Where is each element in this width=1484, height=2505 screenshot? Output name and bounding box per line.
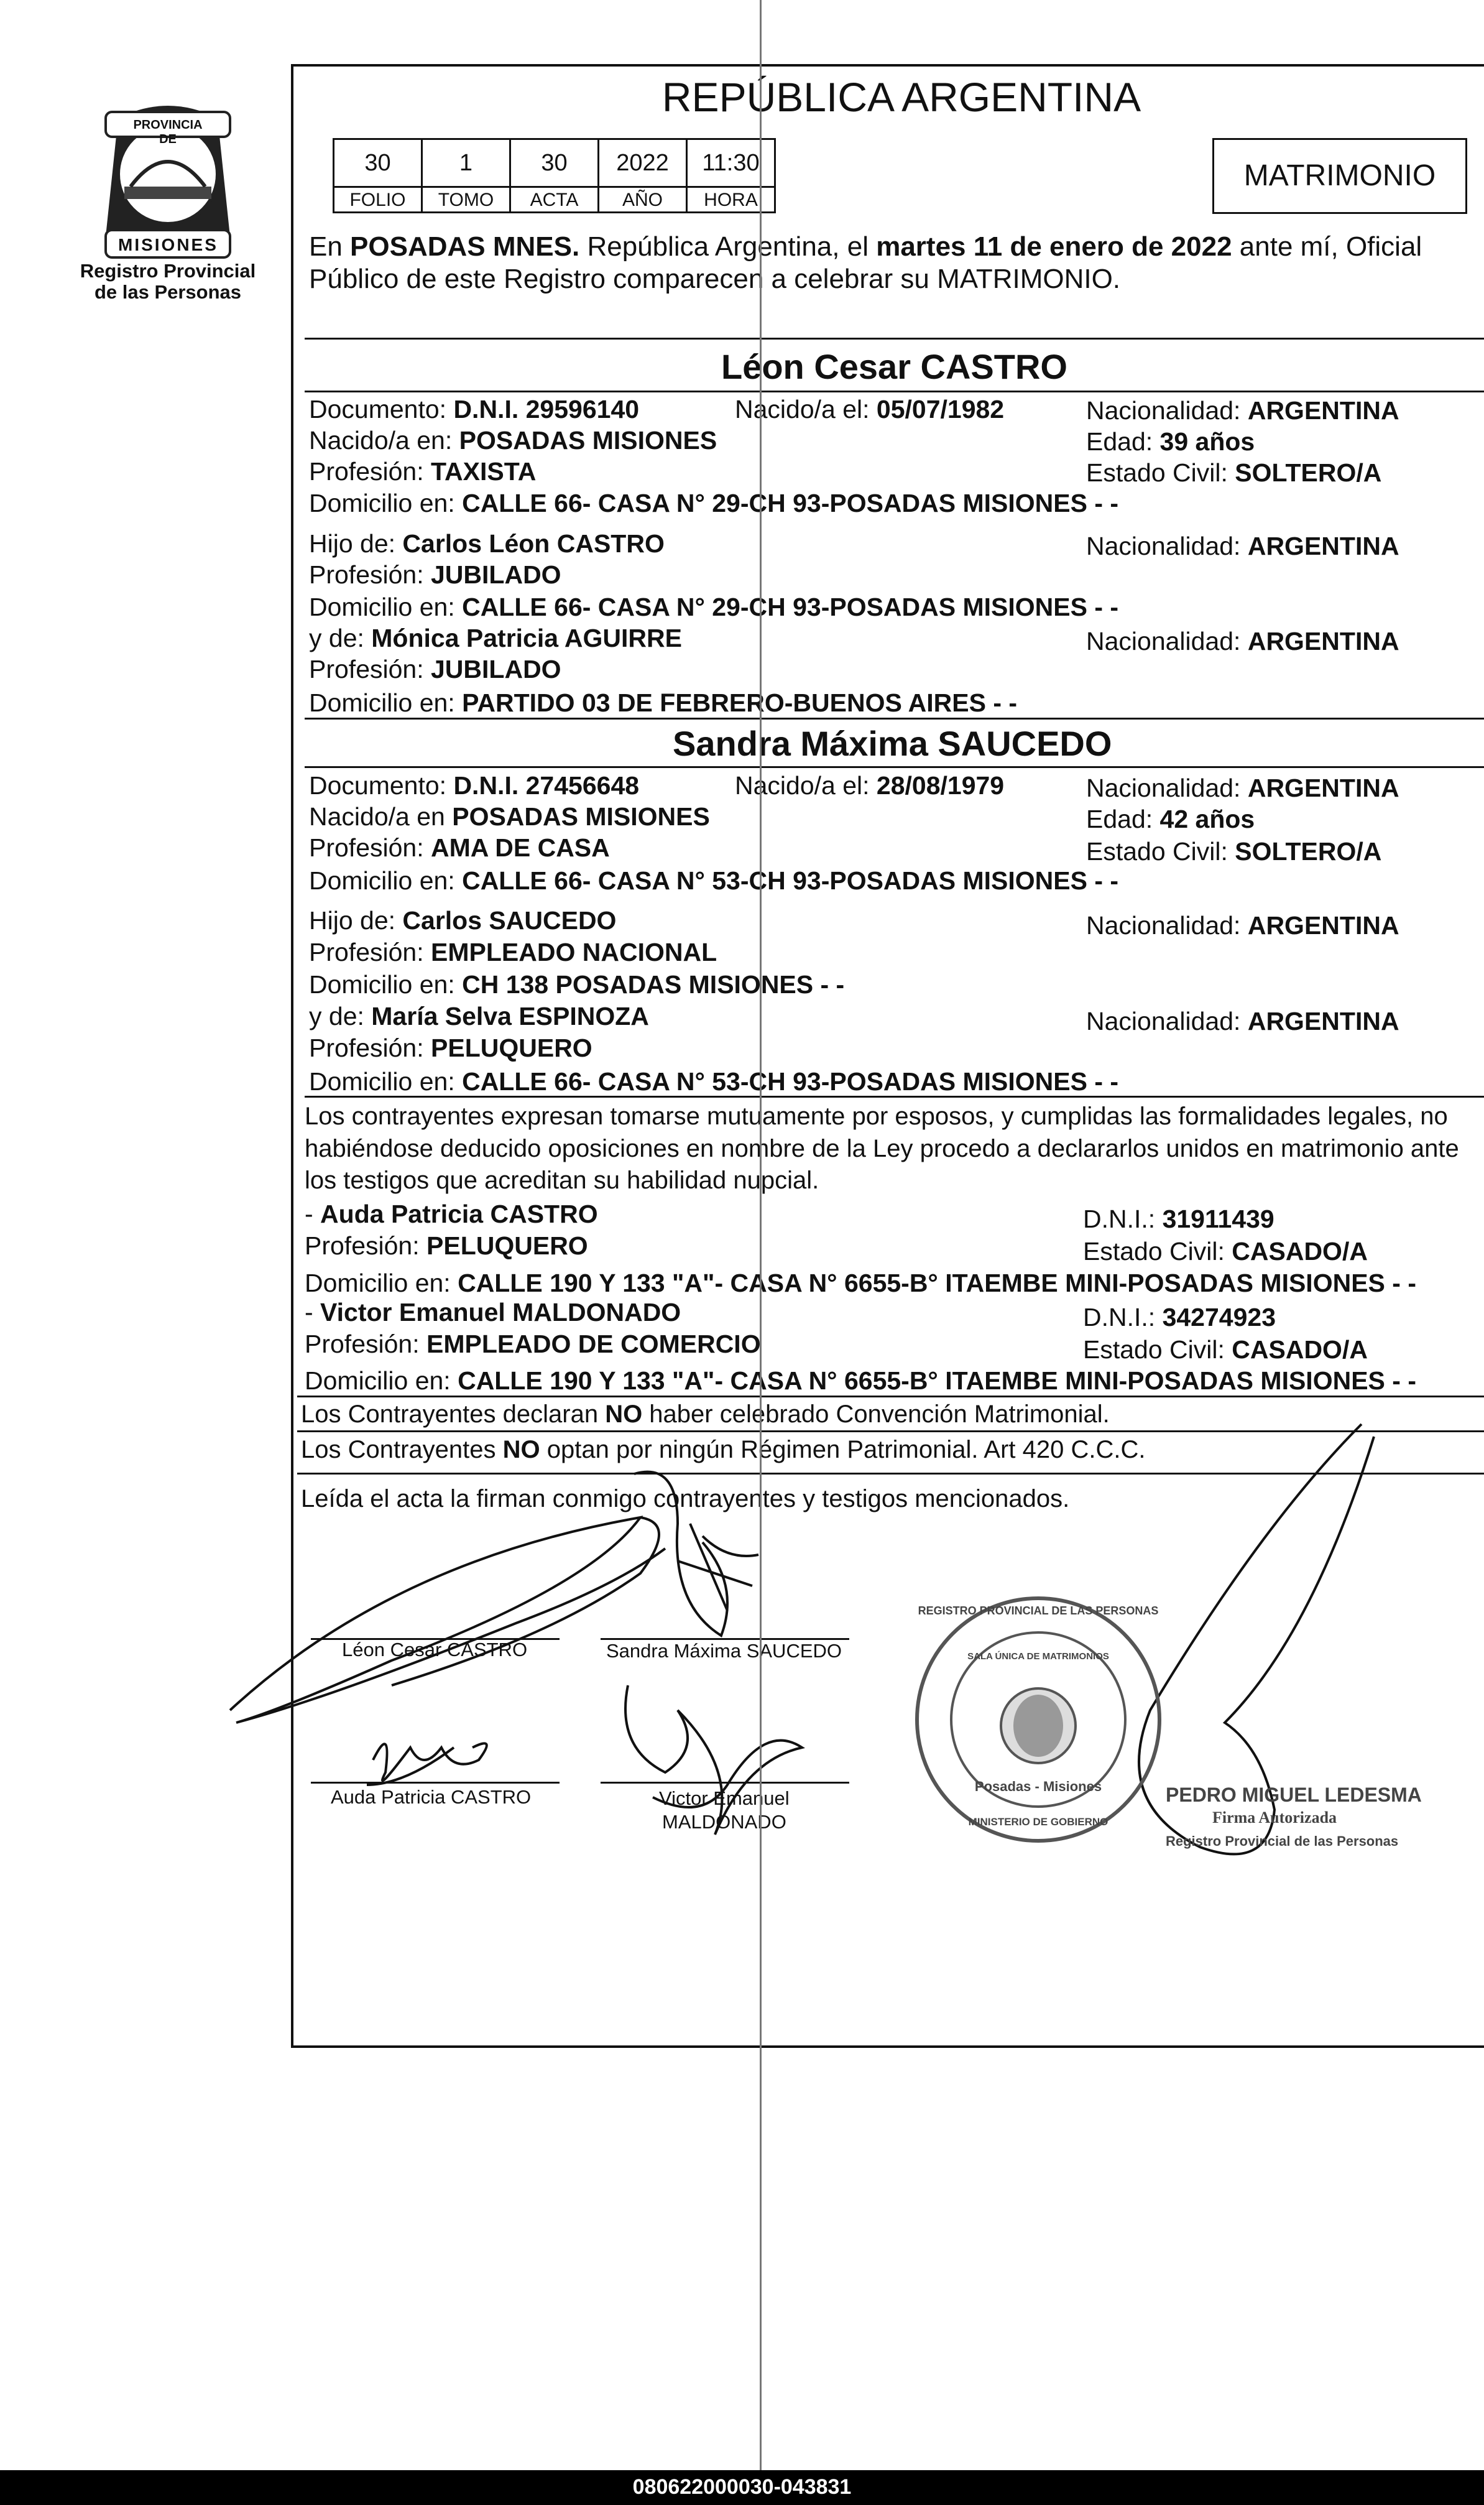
spouse2-profession: Profesión: AMA DE CASA [309,833,610,862]
fold-line [760,0,762,2505]
registry-caption-line2: de las Personas [94,281,242,303]
spouse2-father-address: Domicilio en: CH 138 POSADAS MISIONES - - [309,970,845,999]
convention-statement: Los Contrayentes declaran NO haber celebrado Convención Matrimonial. [301,1401,1110,1428]
witness1-profession: Profesión: PELUQUERO [305,1231,588,1260]
witness2-address: Domicilio en: CALLE 190 Y 133 "A"- CASA N° 6655-B° ITAEMBE MINI-POSADAS MISIONES - - [305,1366,1416,1395]
spouse1-age: Edad: 39 años [1086,427,1255,456]
witness1-name: - Auda Patricia CASTRO [305,1200,598,1228]
spouse2-name: Sandra Máxima SAUCEDO [673,724,1112,763]
signature-label-witness1: Auda Patricia CASTRO [331,1786,532,1808]
spouse2-address: Domicilio en: CALLE 66- CASA N° 53-CH 93-POSADAS MISIONES - - [309,866,1119,895]
signature-label-spouse2: Sandra Máxima SAUCEDO [606,1640,842,1662]
spouse1-birthdate: Nacido/a el: 05/07/1982 [735,395,1005,424]
spouse1-father-nationality: Nacionalidad: ARGENTINA [1086,532,1399,560]
spouse2-birthplace: Nacido/a en POSADAS MISIONES [309,802,710,831]
page-title: REPÚBLICA ARGENTINA [661,74,1141,120]
celebration-place: POSADAS MNES. [350,231,580,262]
witness2-dni: D.N.I.: 34274923 [1083,1303,1276,1331]
record-value: 1 [421,138,511,188]
signature-label-spouse1: Léon Cesar CASTRO [342,1639,528,1660]
spouse1-name: Léon Cesar CASTRO [721,347,1067,386]
spouse2-father-profession: Profesión: EMPLEADO NACIONAL [309,938,717,966]
registry-caption-line1: Registro Provincial [80,260,256,282]
spouse1-mother-nationality: Nacionalidad: ARGENTINA [1086,627,1399,655]
witness1-address: Domicilio en: CALLE 190 Y 133 "A"- CASA N° 6655-B° ITAEMBE MINI-POSADAS MISIONES - - [305,1269,1416,1297]
celebration-date: martes 11 de enero de 2022 [876,231,1232,262]
officer-name: PEDRO MIGUEL LEDESMA [1166,1784,1422,1806]
spouse1-father-profession: Profesión: JUBILADO [309,560,561,589]
spouse1-mother-profession: Profesión: JUBILADO [309,655,561,683]
signature-label-witness2-line1: Victor Emanuel [659,1787,790,1809]
record-value: 2022 [597,138,688,188]
closing-statement: Leída el acta la firman conmigo contrayentes y testigos mencionados. [301,1485,1070,1512]
spouse1-civil-status: Estado Civil: SOLTERO/A [1086,458,1382,487]
record-value: 11:30 [686,138,776,188]
spouse1-father-address: Domicilio en: CALLE 66- CASA N° 29-CH 93-POSADAS MISIONES - - [309,593,1119,621]
spouse2-birthdate: Nacido/a el: 28/08/1979 [735,771,1005,800]
stamp-inner-text: SALA ÚNICA DE MATRIMONIOS [967,1651,1109,1662]
witness2-name: - Victor Emanuel MALDONADO [305,1298,681,1327]
spouse2-civil-status: Estado Civil: SOLTERO/A [1086,837,1382,866]
intro-line1: En POSADAS MNES. República Argentina, el martes 11 de enero de 2022 ante mí, Oficial [309,231,1422,262]
witness1-civil-status: Estado Civil: CASADO/A [1083,1237,1368,1266]
spouse2-document: Documento: D.N.I. 27456648 [309,771,640,800]
record-value: 30 [333,138,423,188]
spouse1-profession: Profesión: TAXISTA [309,457,537,486]
declaration-line1: Los contrayentes expresan tomarse mutuamente por esposos, y cumplidas las formalidades legales, no [305,1103,1448,1130]
record-label: FOLIO [333,186,423,213]
spouse1-address: Domicilio en: CALLE 66- CASA N° 29-CH 93-POSADAS MISIONES - - [309,489,1119,517]
spouse2-age: Edad: 42 años [1086,805,1255,833]
spouse1-nationality: Nacionalidad: ARGENTINA [1086,396,1399,425]
spouse2-mother: y de: María Selva ESPINOZA [309,1002,649,1030]
record-label: HORA [686,186,776,213]
officer-title: Firma Autorizada [1212,1808,1337,1827]
declaration-line3: los testigos que acreditan su habilidad nupcial. [305,1167,819,1194]
seal-top-text: PROVINCIA DE [133,118,203,146]
spouse1-father: Hijo de: Carlos Léon CASTRO [309,529,665,558]
registry-logo [87,93,249,267]
record-label: TOMO [421,186,511,213]
officer-registry: Registro Provincial de las Personas [1166,1833,1399,1849]
spouse2-mother-address: Domicilio en: CALLE 66- CASA N° 53-CH 93-POSADAS MISIONES - - [309,1067,1119,1096]
stamp-lower-text: Posadas - Misiones [974,1779,1102,1794]
intro-line2: Público de este Registro comparecen a celebrar su MATRIMONIO. [309,264,1121,294]
record-value: 30 [509,138,599,188]
witness2-civil-status: Estado Civil: CASADO/A [1083,1335,1368,1364]
signature-label-witness2-line2: MALDONADO [662,1811,786,1833]
spouse2-mother-profession: Profesión: PELUQUERO [309,1034,592,1062]
regime-statement: Los Contrayentes NO optan por ningún Régimen Patrimonial. Art 420 C.C.C. [301,1436,1146,1463]
spouse1-mother: y de: Mónica Patricia AGUIRRE [309,624,682,652]
record-label: ACTA [509,186,599,213]
document-code: 080622000030-043831 [632,2475,852,2499]
registry-stamp-icon [911,1592,1166,1847]
official-stamp [911,1592,1166,1847]
spouse2-father-nationality: Nacionalidad: ARGENTINA [1086,911,1399,940]
doc-type-box: MATRIMONIO [1212,138,1467,214]
spouse2-father: Hijo de: Carlos SAUCEDO [309,906,617,935]
declaration-line2: habiéndose deducido oposiciones en nombre de la Ley procedo a declararlos unidos en matrimonio ante [305,1135,1459,1162]
spouse1-birthplace: Nacido/a en: POSADAS MISIONES [309,426,717,455]
record-label: AÑO [597,186,688,213]
spouse2-mother-nationality: Nacionalidad: ARGENTINA [1086,1007,1399,1035]
stamp-bottom-text: MINISTERIO DE GOBIERNO [968,1816,1108,1828]
spouse1-document: Documento: D.N.I. 29596140 [309,395,640,424]
spouse1-mother-address: Domicilio en: PARTIDO 03 DE FEBRERO-BUENOS AIRES - - [309,688,1018,717]
witness2-profession: Profesión: EMPLEADO DE COMERCIO [305,1330,761,1358]
stamp-ring-text: REGISTRO PROVINCIAL DE LAS PERSONAS [918,1604,1159,1617]
witness1-dni: D.N.I.: 31911439 [1083,1205,1274,1233]
spouse2-nationality: Nacionalidad: ARGENTINA [1086,774,1399,802]
seal-bottom-text: MISIONES [118,235,218,254]
